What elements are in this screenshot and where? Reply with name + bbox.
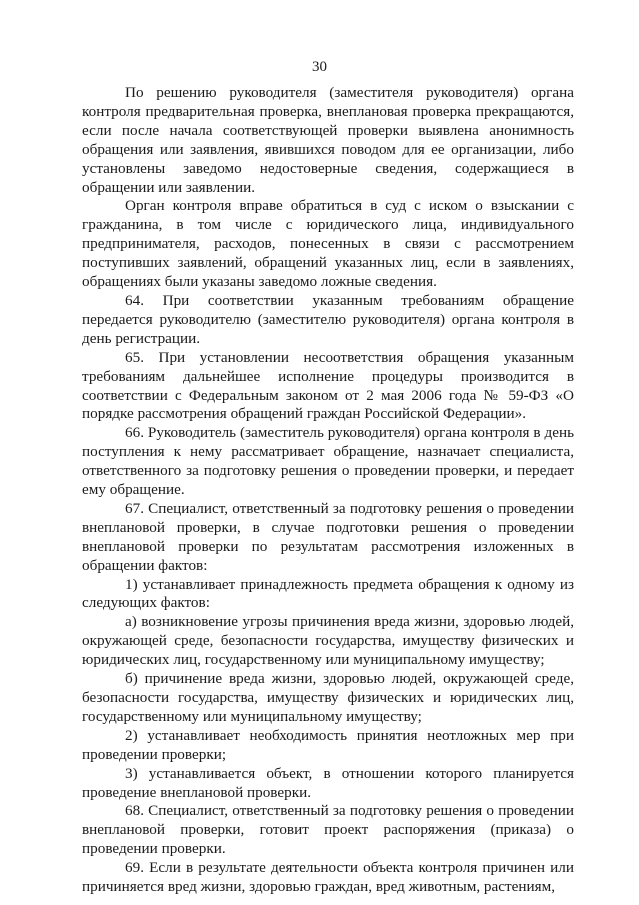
paragraph-64: 64. При соответствии указанным требованиям обращение передается руководителю (заместителю руководителя) органа контроля в день регистрации. (82, 291, 574, 347)
paragraph-68: 68. Специалист, ответственный за подготовку решения о проведении внеплановой проверки, готовит проект распоряжения (приказа) о проведении проверки. (82, 802, 574, 858)
paragraph-67: 67. Специалист, ответственный за подготовку решения о проведении внеплановой проверки, в случае подготовки решения о проведении внеплановой проверки по результатам рассмотрения изложенных в обращении фактов: (82, 499, 574, 574)
page-number: 30 (312, 59, 327, 75)
paragraph-65: 65. При установлении несоответствия обращения указанным требованиям дальнейшее исполнение процедуры производится в соответствии с Федеральным законом от 2 мая 2006 года № 59-ФЗ «О порядке рассмотрения обращений граждан Российской Федерации». (82, 348, 574, 423)
paragraph-67-item-1a: а) возникновение угрозы причинения вреда жизни, здоровью людей, окружающей среде, безопасности государства, имуществу физических и юридических лиц, государственному или муниципальному имуществу; (82, 613, 574, 669)
paragraph-67-item-3: 3) устанавливается объект, в отношении которого планируется проведение внеплановой проверки. (82, 764, 574, 801)
paragraph-67-item-2: 2) устанавливает необходимость принятия неотложных мер при проведении проверки; (82, 726, 574, 763)
paragraph-court-claim: Орган контроля вправе обратиться в суд с иском о взыскании с гражданина, в том числе с юридического лица, индивидуального предпринимателя, расходов, понесенных в связи с рассмотрением поступивших заявлений, обращений указанных лиц, если в заявлениях, обращениях были указаны заведомо ложные сведения. (82, 197, 574, 291)
paragraph-66: 66. Руководитель (заместитель руководителя) органа контроля в день поступления к нему рассматривает обращение, назначает специалиста, ответственного за подготовку решения о проведении проверки, и передает ему обращение. (82, 424, 574, 499)
paragraph-67-item-1: 1) устанавливает принадлежность предмета обращения к одному из следующих фактов: (82, 575, 574, 612)
paragraph-termination: По решению руководителя (заместителя руководителя) органа контроля предварительная проверка, внеплановая проверка прекращаются, если после начала соответствующей проверки выявлена анонимность обращения или заявления, явившихся поводом для ее организации, либо установлены заведомо недостоверные сведения, содержащиеся в обращении или заявлении. (82, 84, 574, 196)
paragraph-67-item-1b: б) причинение вреда жизни, здоровью людей, окружающей среде, безопасности государства, имуществу физических и юридических лиц, государственному или муниципальному имуществу; (82, 670, 574, 725)
document-body (82, 84, 574, 897)
paragraph-69: 69. Если в результате деятельности объекта контроля причинен или причиняется вред жизни, здоровью граждан, вред животным, растениям, (82, 859, 574, 896)
